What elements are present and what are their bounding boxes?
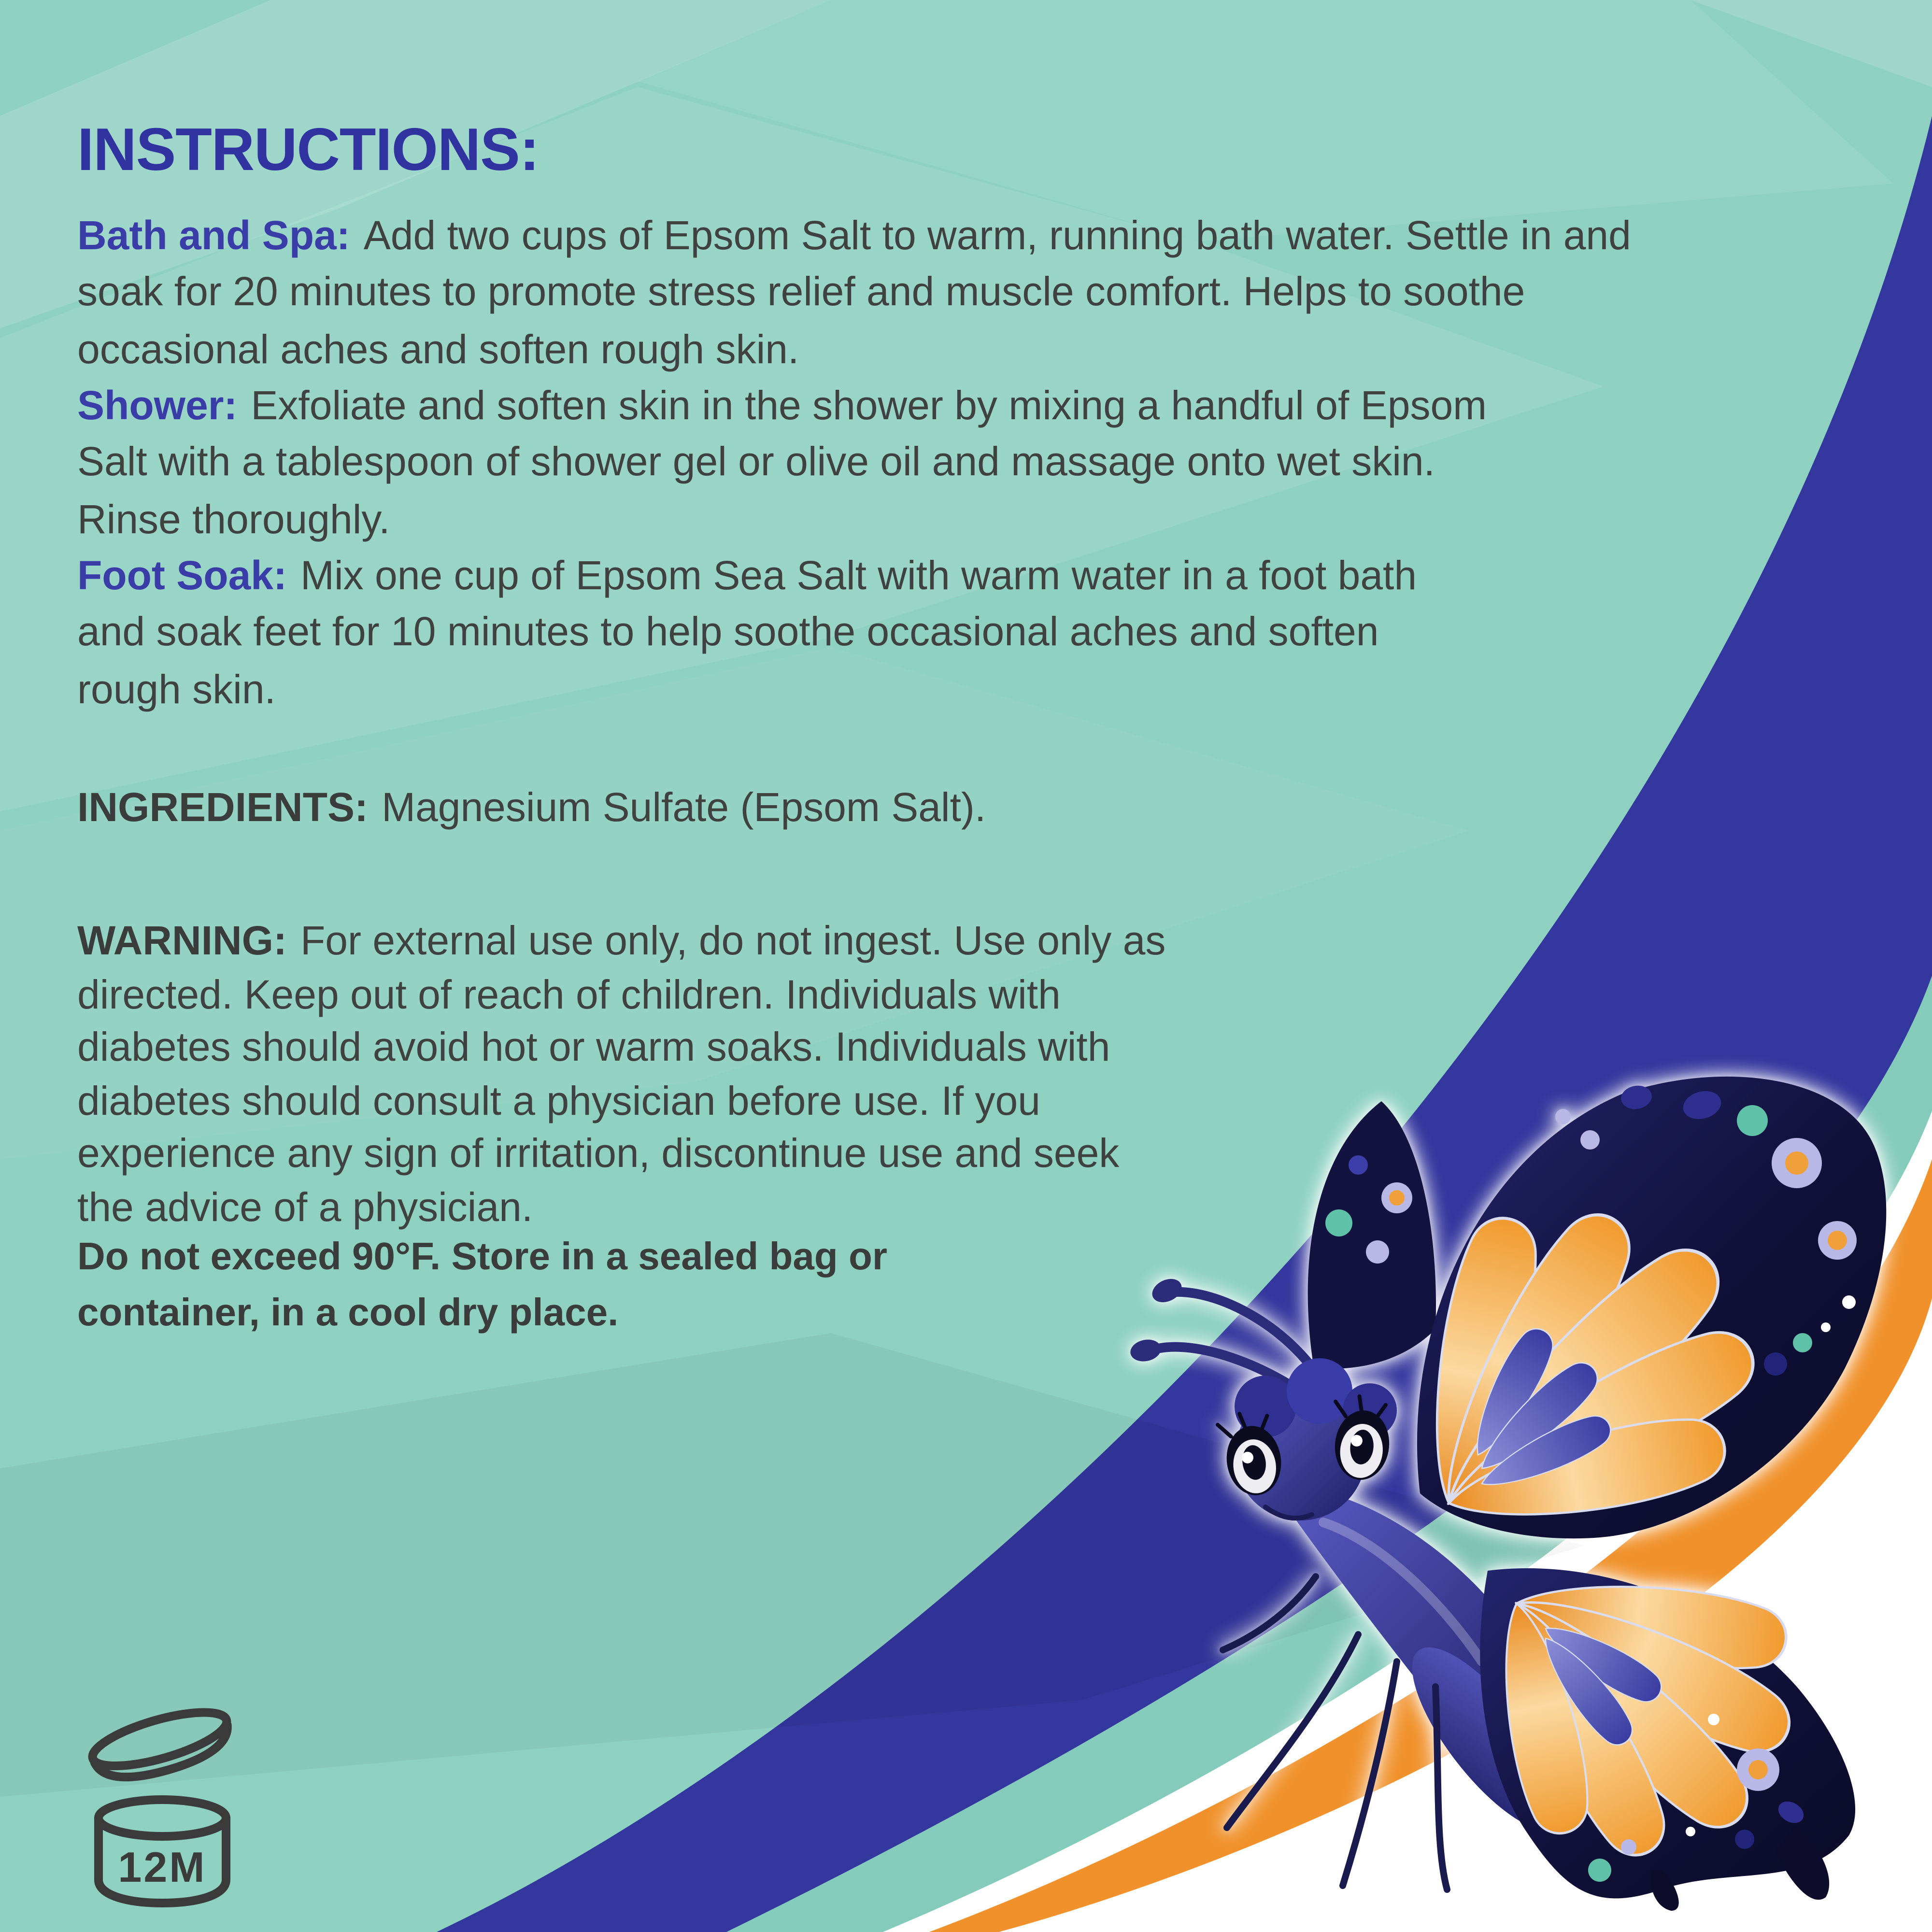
shower-line1: [77, 379, 1487, 436]
ingredients-lead: INGREDIENTS:: [77, 786, 369, 831]
warning-line6: the advice of a physician.: [77, 1186, 533, 1231]
shower-paragraph: [77, 379, 1487, 549]
butterfly-wing-upper-right: [1410, 1077, 1886, 1540]
storage-line1: Do not exceed 90°F. Store in a sealed bag or: [77, 1236, 887, 1279]
warning-lead: WARNING:: [77, 920, 287, 964]
ingredients-line: [77, 781, 986, 838]
butterfly-wing-upper-left: [1308, 1101, 1436, 1369]
warning-line4: diabetes should consult a physician before use. If you: [77, 1080, 1040, 1124]
shower-line2: Salt with a tablespoon of shower gel or olive oil and massage onto wet skin.: [77, 441, 1435, 486]
foot-soak-line1: [77, 549, 1417, 606]
butterfly-wing-lower: [1480, 1567, 1855, 1911]
warning-line3: diabetes should avoid hot or warm soaks. Individuals with: [77, 1026, 1110, 1071]
butterfly-head: [1217, 1358, 1397, 1520]
storage-note: [77, 1231, 887, 1343]
pao-label: 12M: [118, 1843, 207, 1891]
warning-line1: [77, 916, 1165, 969]
shower-lead: Shower:: [77, 384, 238, 429]
foot-soak-lead: Foot Soak:: [77, 554, 287, 599]
warning-line1-text: For external use only, do not ingest. Use only as: [300, 920, 1166, 964]
butterfly-illustration: [1130, 1059, 1903, 1918]
bath-spa-line1: [77, 209, 1631, 266]
pao-lid-icon: [87, 1708, 235, 1789]
warning-paragraph: [77, 916, 1165, 1236]
warning-line2: directed. Keep out of reach of children. Individuals with: [77, 973, 1061, 1018]
warning-line5: experience any sign of irritation, discontinue use and seek: [77, 1133, 1120, 1178]
ingredients-text: Magnesium Sulfate (Epsom Salt).: [382, 786, 986, 831]
bath-spa-line1-text: Add two cups of Epsom Salt to warm, running bath water. Settle in and: [363, 214, 1631, 259]
foot-soak-line1-text: Mix one cup of Epsom Sea Salt with warm water in a foot bath: [300, 554, 1417, 599]
shower-line1-text: Exfoliate and soften skin in the shower by mixing a handful of Epsom: [251, 384, 1487, 429]
foot-soak-line3: rough skin.: [77, 668, 276, 713]
foot-soak-paragraph: [77, 549, 1417, 719]
bath-spa-lead: Bath and Spa:: [77, 214, 350, 259]
instructions-title: INSTRUCTIONS:: [77, 116, 539, 184]
period-after-opening-icon: [73, 1708, 251, 1909]
bath-spa-line3: occasional aches and soften rough skin.: [77, 328, 799, 373]
foot-soak-line2: and soak feet for 10 minutes to help soothe occasional aches and soften: [77, 611, 1379, 656]
bath-spa-paragraph: [77, 209, 1631, 379]
bath-spa-line2: soak for 20 minutes to promote stress relief and muscle comfort. Helps to soothe: [77, 271, 1525, 316]
shower-line3: Rinse thoroughly.: [77, 498, 390, 543]
storage-line2: container, in a cool dry place.: [77, 1293, 619, 1335]
